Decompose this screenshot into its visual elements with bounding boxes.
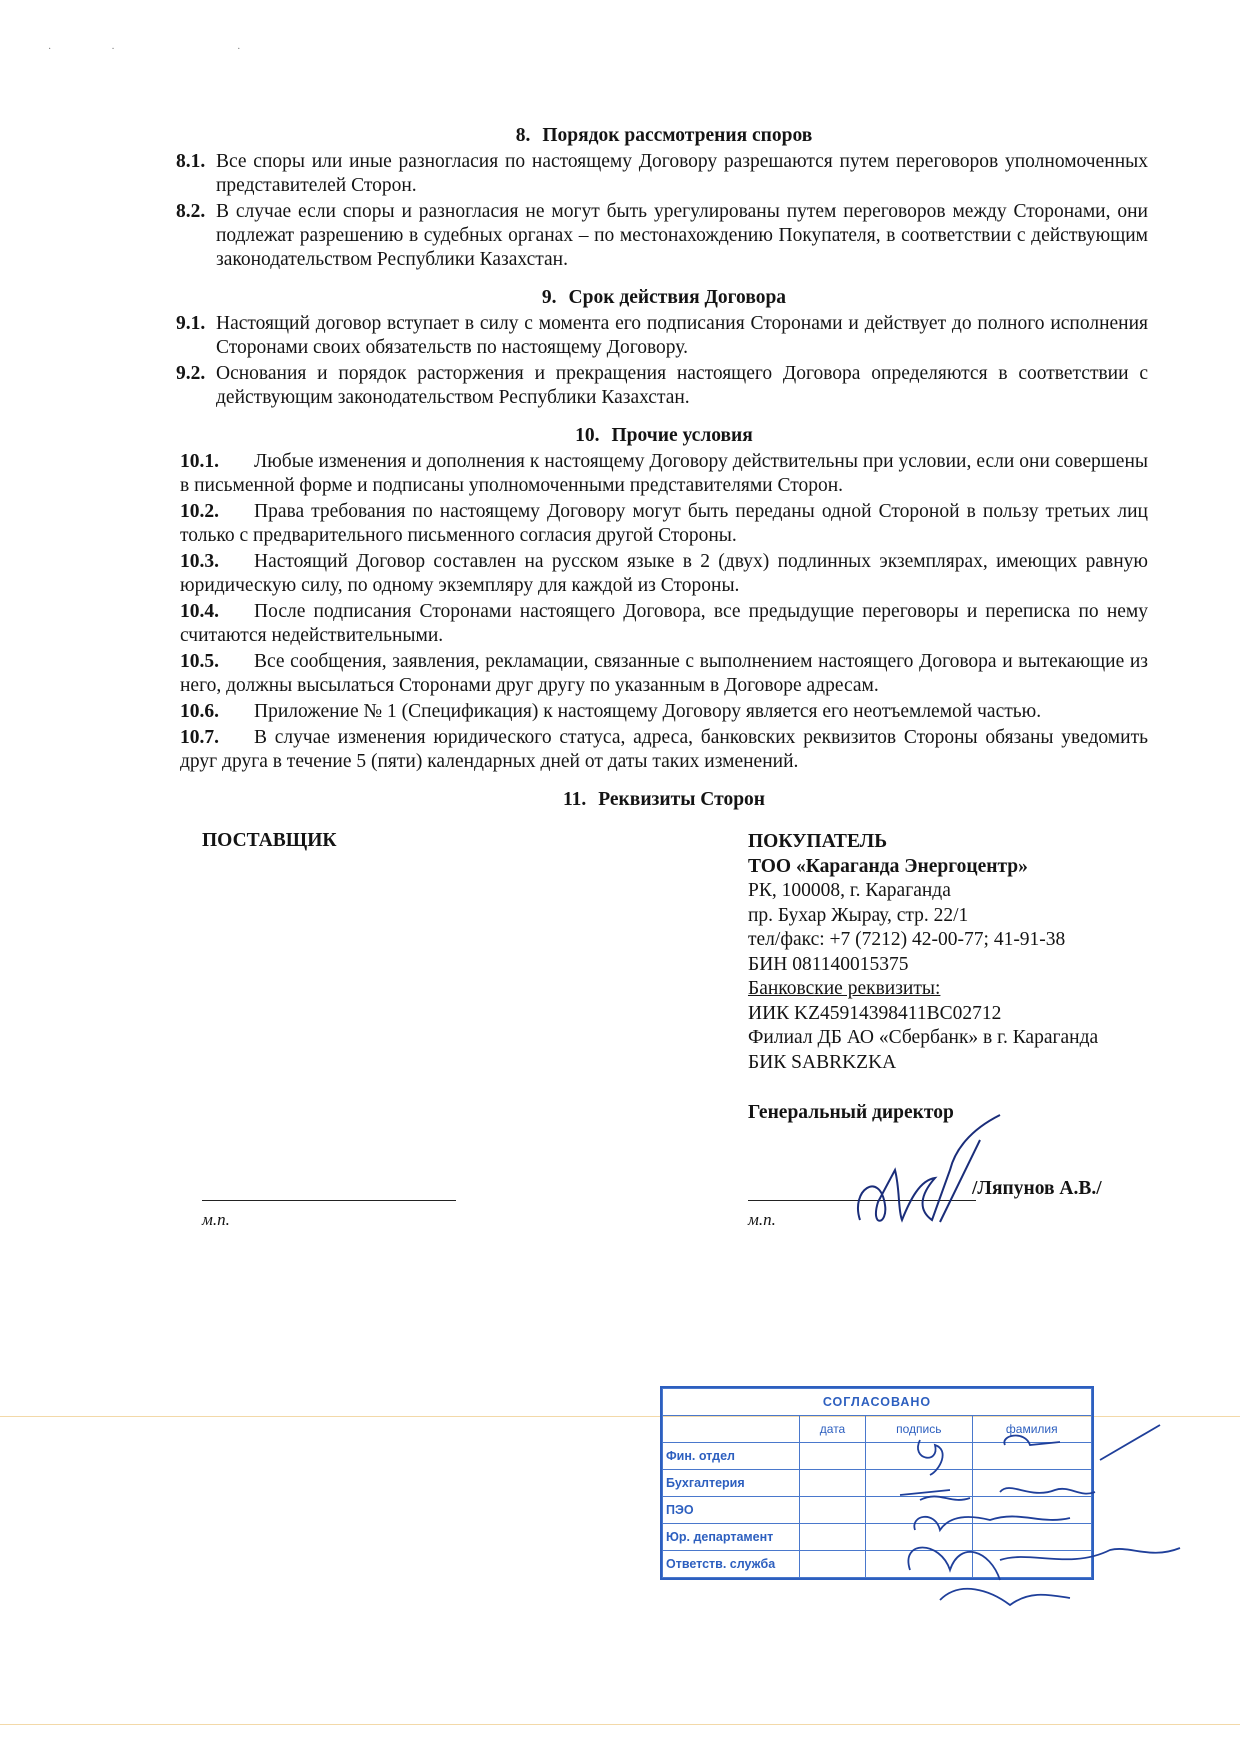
contract-body [176,120,1148,814]
stamp-row-label: Фин. отдел [663,1443,800,1470]
clause: 9.1. Настоящий договор вступает в силу с момента его подписания Сторонами и действует до полного исполнения Сторонами своих обязательств по настоящему Договору. [176,313,1148,358]
clause: 10.4. После подписания Сторонами настоящего Договора, все предыдущие переговоры и переписка по нему считаются недействительными. [180,601,1148,646]
clause: 10.7. В случае изменения юридического статуса, адреса, банковских реквизитов Стороны обязаны уведомить друг друга в течение 5 (пяти) календарных дней от даты таких изменений. [180,727,1148,772]
handwritten-approvals [880,1420,1200,1620]
buyer-bank: Филиал ДБ АО «Сбербанк» в г. Караганда [748,1027,1099,1048]
scan-specks: ·· · [48,44,301,55]
clause: 10.6. Приложение № 1 (Спецификация) к настоящему Договору является его неотъемлемой частью. [180,701,1042,722]
stamp-column-header: дата [800,1416,866,1443]
clause: 10.1. Любые изменения и дополнения к настоящему Договору действительны при условии, если они совершены в письменной форме и подписаны уполномоченными представителями Сторон. [180,451,1148,496]
clause: 10.2. Права требования по настоящему Договору могут быть переданы одной Стороной в пользу третьих лиц только с предварительного письменного согласия другой Стороны. [180,501,1148,546]
clause: 10.5. Все сообщения, заявления, рекламации, связанные с выполнением настоящего Договора и вытекающие из него, должны высылаться Сторонами друг другу по указанным в Договоре адресам. [180,651,1148,696]
stamp-column-header: подпись [866,1416,973,1443]
scan-fold-line [0,1724,1240,1725]
clause: 10.3. Настоящий Договор составлен на русском языке в 2 (двух) подлинных экземплярах, имеющих равную юридическую силу, по одному экземпляру для каждой из Стороны. [180,551,1148,596]
clause: 9.2. Основания и порядок расторжения и прекращения настоящего Договора определяются в соответствии с действующим законодательством Республики Казахстан. [176,363,1148,408]
stamp-row-label: Ответств. служба [663,1551,800,1578]
clause: 8.1. Все споры или иные разногласия по настоящему Договору разрешаются путем переговоров уполномоченных представителей Сторон. [176,151,1148,196]
section-heading: 8. Порядок рассмотрения споров [515,125,813,146]
buyer-stamp-place: м.п. [748,1210,776,1229]
supplier-signature-line [202,1200,456,1201]
handwritten-signature [840,1110,1010,1240]
buyer-details [748,830,1098,1075]
buyer-bik: БИК SABRKZKA [748,1051,897,1073]
supplier-stamp-place: м.п. [202,1210,230,1229]
buyer-address-line: РК, 100008, г. Караганда [748,880,951,901]
buyer-bin: БИН 081140015375 [748,953,909,975]
buyer-phone: тел/факс: +7 (7212) 42-00-77; 41-91-38 [748,929,1066,950]
buyer-company: ТОО «Караганда Энергоцентр» [748,855,1028,877]
section-heading: 10. Прочие условия [575,425,753,446]
clause: 8.2. В случае если споры и разногласия не могут быть урегулированы путем переговоров между Сторонами, они подлежат разрешению в судебных органах – по местонахождению Покупателя, в соответствии с действующим законодательством Республики Казахстан. [176,201,1148,270]
buyer-title: ПОКУПАТЕЛЬ [748,831,888,852]
section-heading: 11. Реквизиты Сторон [562,789,766,810]
supplier-title: ПОСТАВЩИК [202,830,337,851]
approval-stamp-title: СОГЛАСОВАНО [663,1389,1092,1416]
stamp-row-label: Юр. департамент [663,1524,800,1551]
signer-name: /Ляпунов А.В./ [972,1178,1102,1199]
section-heading: 9. Срок действия Договора [541,287,787,308]
stamp-row-label: ПЭО [663,1497,800,1524]
buyer-iik: ИИК KZ4591439841​1BC02712 [748,1002,1002,1024]
director-position: Генеральный директор [748,1102,954,1123]
stamp-column-header: фамилия [972,1416,1091,1443]
bank-details-label: Банковские реквизиты: [748,978,941,999]
stamp-row-label: Бухгалтерия [663,1470,800,1497]
requisites-block [0,830,1240,1230]
buyer-address-line: пр. Бухар Жырау, стр. 22/1 [748,904,969,926]
